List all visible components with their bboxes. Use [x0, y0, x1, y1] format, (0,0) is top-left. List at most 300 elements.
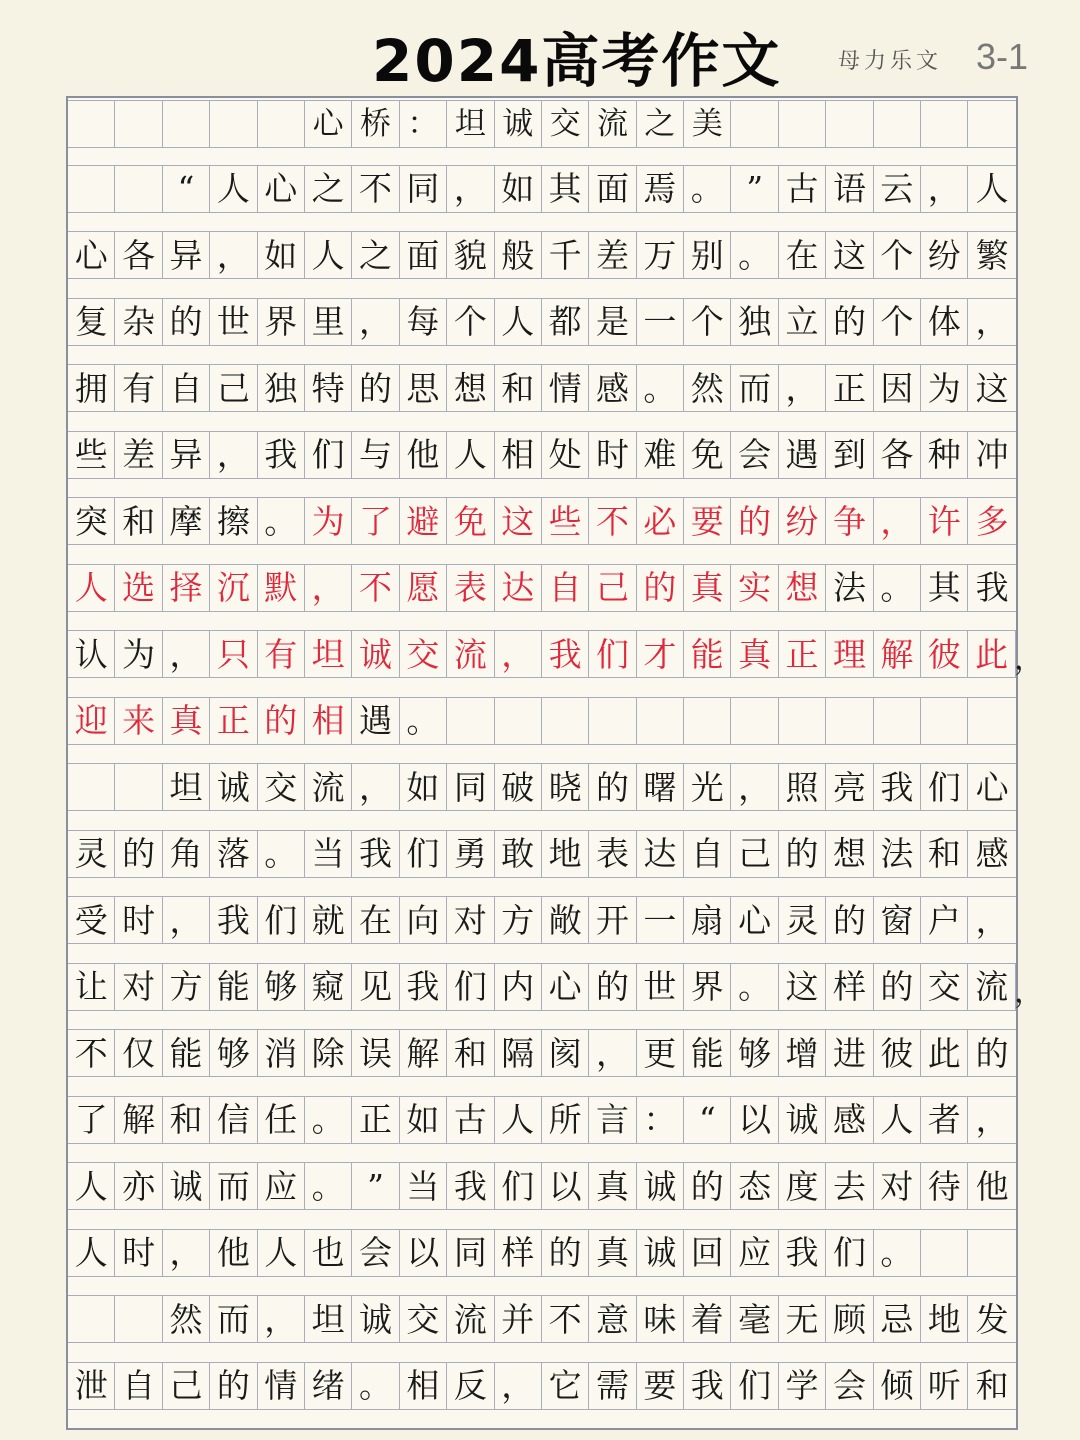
grid-cell: 貌 — [447, 231, 494, 279]
grid-cell: 的 — [731, 497, 778, 545]
grid-cell: 见 — [352, 963, 399, 1011]
grid-cell: 绪 — [305, 1362, 352, 1410]
grid-cell: 会 — [352, 1229, 399, 1277]
grid-cell: 我 — [779, 1229, 826, 1277]
grid-cell: 一 — [637, 896, 684, 944]
grid-cell: 选 — [115, 564, 162, 612]
grid-cell: ， — [874, 497, 921, 545]
grid-cell: 的 — [115, 830, 162, 878]
grid-cell: 以 — [400, 1229, 447, 1277]
grid-cell: 己 — [210, 364, 257, 412]
grid-cell — [163, 100, 210, 148]
grid-cell: 的 — [589, 763, 636, 811]
grid-cell: 面 — [589, 165, 636, 213]
grid-cell: 。 — [352, 1362, 399, 1410]
grid-cell: 复 — [68, 298, 115, 346]
essay-line — [68, 1096, 1016, 1144]
grid-cell: ， — [968, 896, 1015, 944]
grid-cell: 彼 — [874, 1029, 921, 1077]
grid-cell: 万 — [637, 231, 684, 279]
grid-cell: 云 — [874, 165, 921, 213]
grid-cell: ， — [731, 763, 778, 811]
grid-cell: 焉 — [637, 165, 684, 213]
grid-cell: 们 — [589, 630, 636, 678]
grid-cell: 摩 — [163, 497, 210, 545]
essay-line — [68, 1029, 1016, 1077]
grid-cell — [921, 1229, 968, 1277]
grid-cell: 拥 — [68, 364, 115, 412]
grid-cell: 增 — [779, 1029, 826, 1077]
grid-cell: 之 — [637, 100, 684, 148]
grid-cell: 人 — [495, 298, 542, 346]
grid-cell: 人 — [968, 165, 1015, 213]
grid-cell: 们 — [400, 830, 447, 878]
grid-cell: 让 — [68, 963, 115, 1011]
grid-cell: ， — [163, 630, 210, 678]
grid-cell: 别 — [684, 231, 731, 279]
grid-cell: 诚 — [352, 1295, 399, 1343]
grid-cell: 内 — [495, 963, 542, 1011]
grid-cell: 的 — [210, 1362, 257, 1410]
grid-cell: 些 — [68, 431, 115, 479]
grid-cell: 它 — [542, 1362, 589, 1410]
grid-cell: 交 — [400, 630, 447, 678]
grid-cell: 坦 — [305, 630, 352, 678]
grid-cell: 人 — [68, 1229, 115, 1277]
grid-cell — [637, 697, 684, 745]
grid-cell: 真 — [163, 697, 210, 745]
grid-cell: 然 — [163, 1295, 210, 1343]
grid-cell: 除 — [305, 1029, 352, 1077]
grid-cell: 心 — [68, 231, 115, 279]
overflow-punctuation: ， — [1014, 974, 1044, 1010]
grid-cell: 的 — [968, 1029, 1015, 1077]
grid-cell: 彼 — [921, 630, 968, 678]
grid-cell — [258, 100, 305, 148]
grid-cell — [115, 763, 162, 811]
grid-cell: 感 — [968, 830, 1015, 878]
grid-cell — [731, 697, 778, 745]
grid-cell: 正 — [826, 364, 873, 412]
grid-cell: 人 — [305, 231, 352, 279]
grid-cell: 许 — [921, 497, 968, 545]
grid-cell: 交 — [258, 763, 305, 811]
grid-cell: 才 — [637, 630, 684, 678]
grid-cell: 真 — [731, 630, 778, 678]
grid-cell: 在 — [779, 231, 826, 279]
grid-cell: 。 — [258, 830, 305, 878]
grid-cell: ， — [163, 1229, 210, 1277]
grid-cell: 真 — [589, 1229, 636, 1277]
grid-cell: 诚 — [210, 763, 257, 811]
grid-cell: 回 — [684, 1229, 731, 1277]
grid-cell: ” — [352, 1162, 399, 1210]
grid-cell: 相 — [305, 697, 352, 745]
grid-cell: 沉 — [210, 564, 257, 612]
grid-cell: 敢 — [495, 830, 542, 878]
grid-cell: 能 — [163, 1029, 210, 1077]
grid-cell: 了 — [68, 1096, 115, 1144]
grid-cell: 方 — [163, 963, 210, 1011]
grid-cell — [115, 165, 162, 213]
grid-cell: 。 — [731, 963, 778, 1011]
grid-cell: 必 — [637, 497, 684, 545]
grid-cell: 我 — [352, 830, 399, 878]
grid-cell — [68, 100, 115, 148]
grid-cell — [115, 1295, 162, 1343]
grid-cell: 心 — [731, 896, 778, 944]
grid-cell: 正 — [352, 1096, 399, 1144]
grid-cell: 光 — [684, 763, 731, 811]
grid-cell: 扇 — [684, 896, 731, 944]
grid-cell: 为 — [305, 497, 352, 545]
grid-cell: 坦 — [305, 1295, 352, 1343]
grid-cell: 。 — [305, 1162, 352, 1210]
essay-line — [68, 763, 1016, 811]
grid-cell: 窗 — [874, 896, 921, 944]
grid-cell: 古 — [779, 165, 826, 213]
grid-cell — [779, 100, 826, 148]
grid-cell: 阂 — [542, 1029, 589, 1077]
grid-cell: 消 — [258, 1029, 305, 1077]
grid-cell: 迎 — [68, 697, 115, 745]
grid-cell: 默 — [258, 564, 305, 612]
grid-cell: 免 — [447, 497, 494, 545]
grid-cell: 遇 — [779, 431, 826, 479]
grid-cell: 敞 — [542, 896, 589, 944]
grid-cell: 面 — [400, 231, 447, 279]
grid-cell: 。 — [400, 697, 447, 745]
grid-cell: 勇 — [447, 830, 494, 878]
grid-cell: 擦 — [210, 497, 257, 545]
grid-cell: 任 — [258, 1096, 305, 1144]
grid-cell — [921, 697, 968, 745]
grid-cell: 言 — [589, 1096, 636, 1144]
grid-cell: 们 — [447, 963, 494, 1011]
grid-cell: 到 — [826, 431, 873, 479]
grid-cell: 人 — [495, 1096, 542, 1144]
grid-cell: 在 — [352, 896, 399, 944]
grid-cell — [826, 100, 873, 148]
grid-cell: 。 — [305, 1096, 352, 1144]
grid-cell: ， — [352, 763, 399, 811]
grid-cell: 表 — [447, 564, 494, 612]
grid-cell: 人 — [258, 1229, 305, 1277]
main-title: 2024高考作文 — [372, 27, 782, 95]
grid-cell: 感 — [826, 1096, 873, 1144]
grid-cell — [68, 165, 115, 213]
grid-cell: ， — [968, 298, 1015, 346]
essay-line — [68, 431, 1016, 479]
overflow-punctuation: ， — [1014, 642, 1044, 677]
grid-cell: 者 — [921, 1096, 968, 1144]
grid-cell: 也 — [305, 1229, 352, 1277]
grid-cell: 冲 — [968, 431, 1015, 479]
grid-cell: 是 — [589, 298, 636, 346]
grid-cell — [447, 697, 494, 745]
grid-cell: 的 — [826, 298, 873, 346]
grid-cell: ， — [447, 165, 494, 213]
grid-cell: 应 — [731, 1229, 778, 1277]
grid-cell — [968, 1229, 1015, 1277]
grid-cell: 种 — [921, 431, 968, 479]
grid-cell: 的 — [684, 1162, 731, 1210]
grid-cell — [779, 697, 826, 745]
grid-cell: 之 — [305, 165, 352, 213]
grid-cell: 和 — [495, 364, 542, 412]
grid-cell: 不 — [542, 1295, 589, 1343]
grid-cell: 度 — [779, 1162, 826, 1210]
grid-cell: 实 — [731, 564, 778, 612]
grid-cell: 界 — [684, 963, 731, 1011]
grid-cell: 倾 — [874, 1362, 921, 1410]
grid-cell — [731, 100, 778, 148]
grid-cell: ： — [637, 1096, 684, 1144]
grid-cell: 己 — [163, 1362, 210, 1410]
grid-cell: 这 — [826, 231, 873, 279]
grid-cell: 坦 — [447, 100, 494, 148]
grid-cell: 坦 — [163, 763, 210, 811]
grid-cell: 发 — [968, 1295, 1015, 1343]
grid-cell: 古 — [447, 1096, 494, 1144]
grid-cell: 流 — [447, 1295, 494, 1343]
grid-cell: ， — [210, 231, 257, 279]
grid-cell — [589, 697, 636, 745]
grid-cell: 待 — [921, 1162, 968, 1210]
grid-cell: 他 — [210, 1229, 257, 1277]
grid-cell: 开 — [589, 896, 636, 944]
grid-cell: 想 — [826, 830, 873, 878]
grid-cell: 达 — [637, 830, 684, 878]
grid-cell: 而 — [210, 1295, 257, 1343]
grid-cell: 人 — [874, 1096, 921, 1144]
grid-cell: 对 — [447, 896, 494, 944]
grid-cell: 他 — [968, 1162, 1015, 1210]
grid-cell: 我 — [447, 1162, 494, 1210]
grid-cell: 纷 — [921, 231, 968, 279]
grid-cell: 我 — [542, 630, 589, 678]
grid-cell: 灵 — [779, 896, 826, 944]
grid-cell: ， — [968, 1096, 1015, 1144]
essay-line — [68, 298, 1016, 346]
grid-cell: 界 — [258, 298, 305, 346]
grid-cell: 为 — [921, 364, 968, 412]
grid-cell: 相 — [495, 431, 542, 479]
grid-cell: 和 — [968, 1362, 1015, 1410]
grid-cell: 都 — [542, 298, 589, 346]
grid-cell: 反 — [447, 1362, 494, 1410]
grid-cell: 各 — [115, 231, 162, 279]
grid-cell: 些 — [542, 497, 589, 545]
grid-cell: 不 — [352, 165, 399, 213]
grid-cell: 人 — [210, 165, 257, 213]
grid-cell: 个 — [447, 298, 494, 346]
grid-cell: 当 — [305, 830, 352, 878]
grid-cell: 。 — [684, 165, 731, 213]
grid-cell: ， — [258, 1295, 305, 1343]
essay-line — [68, 1229, 1016, 1277]
author-signature: 母力乐文 — [838, 49, 943, 74]
grid-cell: 美 — [684, 100, 731, 148]
grid-cell: 。 — [637, 364, 684, 412]
grid-cell: 诚 — [637, 1229, 684, 1277]
grid-cell: 不 — [589, 497, 636, 545]
grid-cell: 避 — [400, 497, 447, 545]
grid-cell: 们 — [731, 1362, 778, 1410]
grid-cell: 此 — [921, 1029, 968, 1077]
grid-cell: 就 — [305, 896, 352, 944]
essay-title-row — [68, 100, 1016, 148]
grid-cell: 能 — [684, 1029, 731, 1077]
grid-cell: 以 — [542, 1162, 589, 1210]
grid-cell: 需 — [589, 1362, 636, 1410]
grid-cell: 遇 — [352, 697, 399, 745]
grid-cell: 够 — [210, 1029, 257, 1077]
grid-cell: 学 — [779, 1362, 826, 1410]
grid-cell: 要 — [684, 497, 731, 545]
grid-cell: 择 — [163, 564, 210, 612]
grid-cell: ， — [495, 630, 542, 678]
grid-cell: ， — [779, 364, 826, 412]
grid-cell: 的 — [779, 830, 826, 878]
grid-cell: 差 — [115, 431, 162, 479]
grid-cell: 能 — [684, 630, 731, 678]
grid-cell: 己 — [589, 564, 636, 612]
grid-cell: 因 — [874, 364, 921, 412]
grid-cell: 并 — [495, 1295, 542, 1343]
grid-cell: 忌 — [874, 1295, 921, 1343]
grid-cell: 处 — [542, 431, 589, 479]
grid-cell: 所 — [542, 1096, 589, 1144]
grid-cell: 我 — [874, 763, 921, 811]
grid-cell: 顾 — [826, 1295, 873, 1343]
grid-cell: 的 — [589, 963, 636, 1011]
grid-cell: 们 — [921, 763, 968, 811]
grid-cell — [684, 697, 731, 745]
grid-cell: 相 — [400, 1362, 447, 1410]
grid-cell: 向 — [400, 896, 447, 944]
grid-cell: 信 — [210, 1096, 257, 1144]
grid-cell: 流 — [589, 100, 636, 148]
grid-cell: 其 — [921, 564, 968, 612]
grid-cell: 当 — [400, 1162, 447, 1210]
grid-cell: 泄 — [68, 1362, 115, 1410]
grid-cell: 法 — [874, 830, 921, 878]
grid-cell: 们 — [258, 896, 305, 944]
grid-cell: 照 — [779, 763, 826, 811]
grid-cell: 。 — [731, 231, 778, 279]
grid-cell: 够 — [731, 1029, 778, 1077]
essay-line — [68, 165, 1016, 213]
grid-cell: 愿 — [400, 564, 447, 612]
grid-cell: 情 — [258, 1362, 305, 1410]
grid-cell: 诚 — [352, 630, 399, 678]
grid-cell: 误 — [352, 1029, 399, 1077]
grid-cell: 毫 — [731, 1295, 778, 1343]
grid-cell: 对 — [115, 963, 162, 1011]
grid-cell: 桥 — [352, 100, 399, 148]
grid-cell: 如 — [495, 165, 542, 213]
grid-cell: 时 — [115, 896, 162, 944]
grid-cell: 各 — [874, 431, 921, 479]
grid-cell: 繁 — [968, 231, 1015, 279]
grid-cell: 之 — [352, 231, 399, 279]
essay-line — [68, 1162, 1016, 1210]
grid-cell: 受 — [68, 896, 115, 944]
essay-line — [68, 830, 1016, 878]
grid-cell: 解 — [115, 1096, 162, 1144]
page-number: 3-1 — [976, 36, 1029, 77]
grid-cell: 千 — [542, 231, 589, 279]
grid-cell: 想 — [447, 364, 494, 412]
essay-line — [68, 896, 1016, 944]
grid-cell: 时 — [115, 1229, 162, 1277]
grid-cell: 破 — [495, 763, 542, 811]
grid-cell: 应 — [258, 1162, 305, 1210]
grid-cell: 真 — [589, 1162, 636, 1210]
grid-cell: 这 — [779, 963, 826, 1011]
grid-cell: 晓 — [542, 763, 589, 811]
grid-cell: 的 — [163, 298, 210, 346]
grid-cell: 体 — [921, 298, 968, 346]
grid-cell: 真 — [684, 564, 731, 612]
grid-cell: 诚 — [495, 100, 542, 148]
grid-cell: ， — [163, 896, 210, 944]
grid-cell: 交 — [921, 963, 968, 1011]
grid-cell: 自 — [542, 564, 589, 612]
grid-cell: 会 — [826, 1362, 873, 1410]
grid-cell: 的 — [542, 1229, 589, 1277]
grid-cell: 这 — [968, 364, 1015, 412]
grid-cell: 仅 — [115, 1029, 162, 1077]
grid-cell: 己 — [731, 830, 778, 878]
grid-cell — [968, 100, 1015, 148]
grid-cell: 独 — [258, 364, 305, 412]
grid-cell: 流 — [305, 763, 352, 811]
grid-cell: 想 — [779, 564, 826, 612]
grid-cell: 窥 — [305, 963, 352, 1011]
grid-cell: 而 — [210, 1162, 257, 1210]
grid-cell: 同 — [400, 165, 447, 213]
grid-cell: 曙 — [637, 763, 684, 811]
grid-cell: 差 — [589, 231, 636, 279]
grid-cell: 户 — [921, 896, 968, 944]
grid-cell: 落 — [210, 830, 257, 878]
grid-cell — [495, 697, 542, 745]
grid-cell: 表 — [589, 830, 636, 878]
grid-cell: 特 — [305, 364, 352, 412]
grid-cell — [874, 697, 921, 745]
essay-line — [68, 497, 1016, 545]
essay-line — [68, 231, 1016, 279]
grid-cell: ， — [210, 431, 257, 479]
grid-cell: 味 — [637, 1295, 684, 1343]
grid-cell — [115, 100, 162, 148]
grid-cell: 无 — [779, 1295, 826, 1343]
grid-cell: 地 — [921, 1295, 968, 1343]
grid-cell — [210, 100, 257, 148]
grid-cell: ， — [495, 1362, 542, 1410]
grid-cell: “ — [684, 1096, 731, 1144]
grid-cell: 其 — [542, 165, 589, 213]
grid-cell: 有 — [258, 630, 305, 678]
grid-cell: 难 — [637, 431, 684, 479]
grid-cell: 异 — [163, 431, 210, 479]
grid-cell: 心 — [542, 963, 589, 1011]
grid-cell: 语 — [826, 165, 873, 213]
grid-cell: 和 — [447, 1029, 494, 1077]
grid-cell — [68, 763, 115, 811]
